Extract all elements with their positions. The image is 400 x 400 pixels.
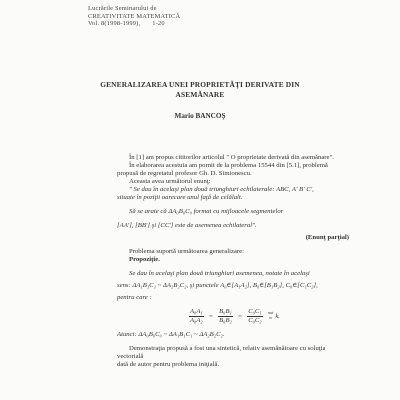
ratio-b-numerator: B₀B₁ [219,308,232,315]
conclusion: Atunci: ΔA₀B₀C₀ ~ ΔA₁B₁C₁ ~ ΔA₂B₂C₂. [117,331,225,338]
ratio-b-denominator: B₀B₂ [219,317,232,324]
title-line-1: GENERALIZAREA UNEI PROPRIETĂŢI DERIVATE DIN [100,80,300,89]
header-line-1: Lucrările Seminarului de [88,5,157,12]
not-equals: not = [267,310,274,322]
proposition-heading: Propoziţie. [129,256,160,263]
header-line-3 [88,20,180,28]
paragraph-generalization: Problema suportă următoarea generalizare: [129,248,244,255]
problem-statement-4: [AA'], [BB'] şi [CC'] este de asemenea echilateral". [117,222,257,229]
ratio-a [189,308,204,325]
paragraph-statement-intro: Aceasta avea următorul enunţ: [129,178,211,185]
header-volume: Vol. 8(1998-1999), [88,20,141,28]
problem-statement-3: Să se arate că ΔA₀B₀C₀ format cu mijloacele segmentelor [129,208,284,215]
paper-title [80,80,320,99]
paper-body [117,154,349,369]
title-line-2: ASEMĂNARE [175,89,225,99]
header-pages: 1-20 [152,20,165,28]
proposition-text-1: Se dau în acelaşi plan două triunghiuri asemenea, notate în acelaşi [129,270,310,277]
problem-statement-1: " Se dau în acelaşi plan două triunghiuri echilaterale: ABC, A' B' C', [129,186,314,193]
paragraph-demonstration-2: dată de autor pentru problema iniţială. [117,361,220,368]
proposition-condition: pentru care : [117,294,152,301]
ratio-formula: $\frac{\text{A₀A₁}}{\text{A₀A₂}}$ = $\frac{\text{B₀B₁}}{\text{B₀B₂}}$ = $\frac{\text{C₀C₁}}{\text{C₀C₂}}$ not = k. [190,308,280,324]
ratio-c-numerator: C₀C₁ [248,308,262,315]
header-line-2: CREATIVITATE MATEMATICĂ [88,12,181,20]
journal-header [88,5,180,28]
ratio-b [218,308,233,325]
ratio-a-numerator: A₀A₁ [190,308,203,315]
problem-statement-2: situate în poziţii oarecare unul faţă de celălalt. [117,194,243,201]
author-name: Mario BANCOŞ [174,112,226,120]
paragraph-origin-1: În elaborarea acestuia am pornit de la problema 15544 din [5.1], problemă [129,162,328,169]
paragraph-demonstration-1: Demonstraţia propusă a fost una sintetică, relativ asemănătoare cu soluţia vectorială [117,345,326,360]
paragraph-origin-2: propusă de regretatul profesor Gh. D. Simionescu. [117,170,252,177]
ratio-a-denominator: A₀A₂ [190,317,203,324]
ratio-k: k. [275,312,280,320]
proposition-text-2: sens: ΔA₁B₁C₁ ~ ΔA₂B₂C₂, şi punctele A₀∈[A₁A₂], B₀∈[B₁B₂], C₀∈[C₁C₂], [117,282,318,289]
ratio-c [247,308,262,325]
not-label: not [267,310,274,315]
ratio-c-denominator: C₀C₂ [248,317,262,324]
paragraph-intro: În [1] am propus cititorilor articolul " O proprietate derivată din asemănare". [129,154,334,161]
partial-statement-note: (Enunţ parţial) [305,234,349,241]
